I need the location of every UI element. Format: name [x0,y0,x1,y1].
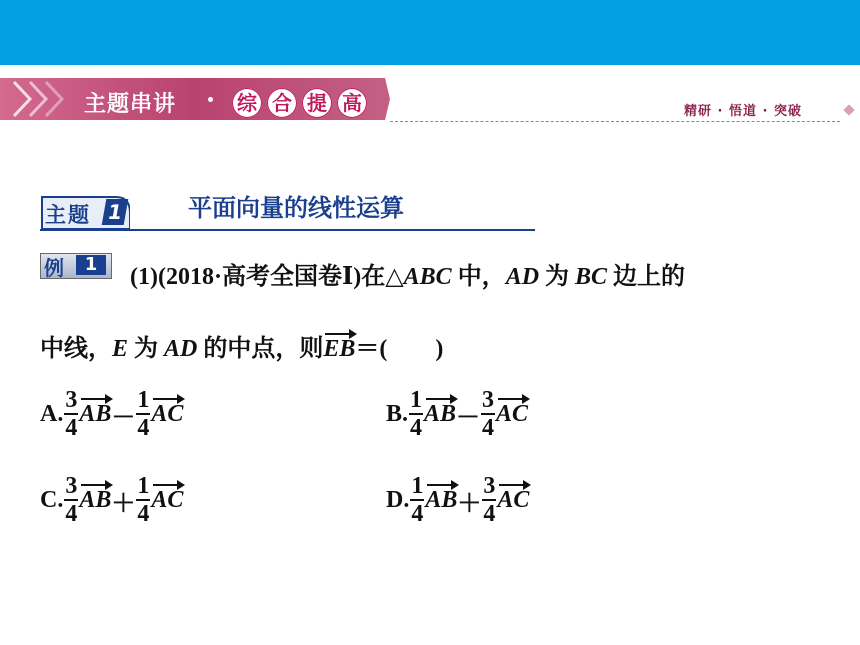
highlight-char-1: 综 [232,88,262,118]
option-b-coef2: $\frac{3}{4}$ [482,387,495,441]
q2-vector-eb: EB [323,336,356,362]
option-b-vector2: AC [496,400,529,427]
theme-label: 主题 [45,203,91,227]
q1-prefix: (1)(2018·高考全国卷Ⅰ)在△ [130,264,404,290]
q2-start: 中线， [40,336,112,362]
example-number: 1 [76,255,106,275]
option-b-operator: － [456,404,481,431]
diamond-icon [843,104,854,115]
option-a[interactable] [40,388,183,440]
theme-underline [40,229,535,231]
theme-title: 平面向量的线性运算 [188,194,404,222]
option-d-coef1: $\frac{1}{4}$ [411,473,424,527]
option-c[interactable] [40,474,183,526]
q2-e: E [112,336,129,362]
highlight-char-3: 提 [302,88,332,118]
option-d-operator: ＋ [457,490,482,517]
theme-number: 1 [102,199,129,225]
option-a-coef1: $\frac{3}{4}$ [65,387,78,441]
q1-mid2: 为 [539,264,576,290]
highlight-char-4: 高 [337,88,367,118]
question-line-1 [130,256,685,291]
q1-bc: BC [575,264,608,290]
q2-mid2: 的中点，则 [197,336,324,362]
option-b-coef1: $\frac{1}{4}$ [410,387,423,441]
option-d-coef2: $\frac{3}{4}$ [483,473,496,527]
option-a-coef2: $\frac{1}{4}$ [137,387,150,441]
question-line-2 [40,328,443,363]
q2-end: ＝( ) [355,336,444,362]
option-d-letter: D. [386,486,410,513]
option-a-letter: A. [40,400,64,427]
option-b[interactable] [386,388,528,440]
slogan: 精研 · 悟道 · 突破 [684,104,802,119]
option-c-vector2: AC [151,486,184,513]
option-c-coef2: $\frac{1}{4}$ [137,473,150,527]
example-label: 例 [44,256,64,280]
option-b-letter: B. [386,400,409,427]
option-b-vector1: AB [424,400,457,427]
section-title: 主题串讲 [84,92,177,117]
highlight-char-2: 合 [267,88,297,118]
q1-ad: AD [505,264,540,290]
option-a-operator: － [111,404,136,431]
option-c-coef1: $\frac{3}{4}$ [65,473,78,527]
separator-dot [208,97,213,102]
option-d-vector1: AB [425,486,458,513]
option-a-vector1: AB [79,400,112,427]
q2-ad: AD [164,336,198,362]
option-c-letter: C. [40,486,64,513]
q2-mid1: 为 [128,336,165,362]
header-divider [390,121,840,122]
q1-mid1: 中， [451,264,506,290]
q1-end: 边上的 [607,264,686,290]
q1-abc: ABC [403,264,452,290]
option-c-vector1: AB [79,486,112,513]
option-c-operator: ＋ [111,490,136,517]
option-a-vector2: AC [151,400,184,427]
top-bar [0,0,860,65]
option-d[interactable] [386,474,529,526]
option-d-vector2: AC [497,486,530,513]
